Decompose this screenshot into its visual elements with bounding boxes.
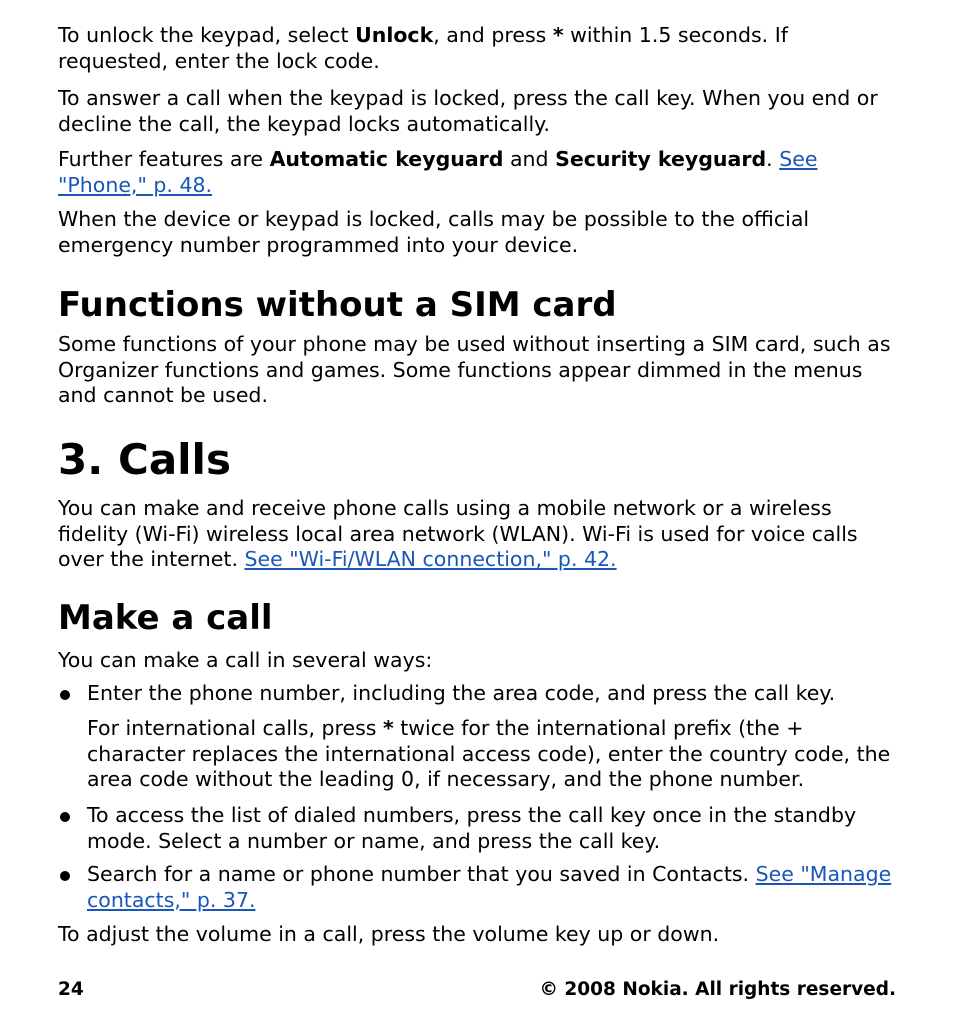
paragraph-calls: [58, 496, 898, 573]
bold-security-keyguard: Security keyguard: [555, 147, 767, 171]
text: For international calls, press: [87, 716, 383, 740]
text: Further features are: [58, 147, 270, 171]
bold-automatic-keyguard: Automatic keyguard: [269, 147, 504, 171]
bold-star: *: [552, 23, 564, 47]
text: twice for the international prefix (the + character replaces the international access code), enter the country code, the area code without the leading 0, if necessary, and the phone number.: [87, 716, 891, 791]
text: You can make and receive phone calls using a mobile network or a wireless fidelity (Wi-Fi) wireless local area network (WLAN). Wi-Fi is used for voice calls over the internet.: [58, 496, 858, 571]
list-item: [58, 803, 898, 854]
paragraph-emergency: When the device or keypad is locked, calls may be possible to the official emergency number programmed into your device.: [58, 207, 810, 257]
paragraph-sim: Some functions of your phone may be used without inserting a SIM card, such as Organizer functions and games. Some functions appear dimmed in the menus and cannot be used.: [58, 332, 891, 407]
text: To unlock the keypad, select: [58, 23, 356, 47]
heading-functions-without-sim: Functions without a SIM card: [58, 285, 617, 325]
heading-make-a-call: Make a call: [58, 598, 273, 638]
text: within 1.5 seconds. If requested, enter the lock code.: [58, 23, 788, 73]
text: and: [503, 147, 556, 171]
bullet-icon: [60, 871, 70, 881]
paragraph-ways: You can make a call in several ways:: [58, 648, 433, 672]
bullet-text: [87, 862, 898, 913]
paragraph-features: [58, 147, 898, 198]
link-manage-contacts[interactable]: See "Manage contacts," p. 37.: [87, 862, 892, 912]
paragraph-international: [87, 716, 898, 793]
bold-unlock: Unlock: [355, 23, 434, 47]
list-item: [58, 681, 898, 707]
bullet-text: Enter the phone number, including the area code, and press the call key.: [87, 681, 836, 705]
page-number: 24: [58, 979, 84, 1000]
text: Search for a name or phone number that you saved in Contacts.: [87, 862, 756, 886]
paragraph-volume: To adjust the volume in a call, press the volume key up or down.: [58, 922, 720, 946]
link-wifi-wlan[interactable]: See "Wi-Fi/WLAN connection," p. 42.: [244, 547, 617, 571]
bullet-text: To access the list of dialed numbers, press the call key once in the standby mode. Select a number or name, and press the call key.: [87, 803, 857, 853]
copyright-notice: © 2008 Nokia. All rights reserved.: [539, 979, 896, 1000]
chapter-title: Calls: [118, 435, 231, 484]
chapter-heading: [58, 435, 231, 485]
chapter-number: 3.: [58, 435, 104, 484]
text: .: [766, 147, 780, 171]
link-phone[interactable]: See "Phone," p. 48.: [58, 147, 818, 197]
list-item: [58, 862, 898, 913]
paragraph-answer: To answer a call when the keypad is locked, press the call key. When you end or decline the call, the keypad locks automatically.: [58, 86, 878, 136]
bullet-icon: [60, 812, 70, 822]
bold-star: *: [382, 716, 394, 740]
text: , and press: [433, 23, 553, 47]
paragraph-unlock: [58, 23, 898, 74]
bullet-icon: [60, 690, 70, 700]
